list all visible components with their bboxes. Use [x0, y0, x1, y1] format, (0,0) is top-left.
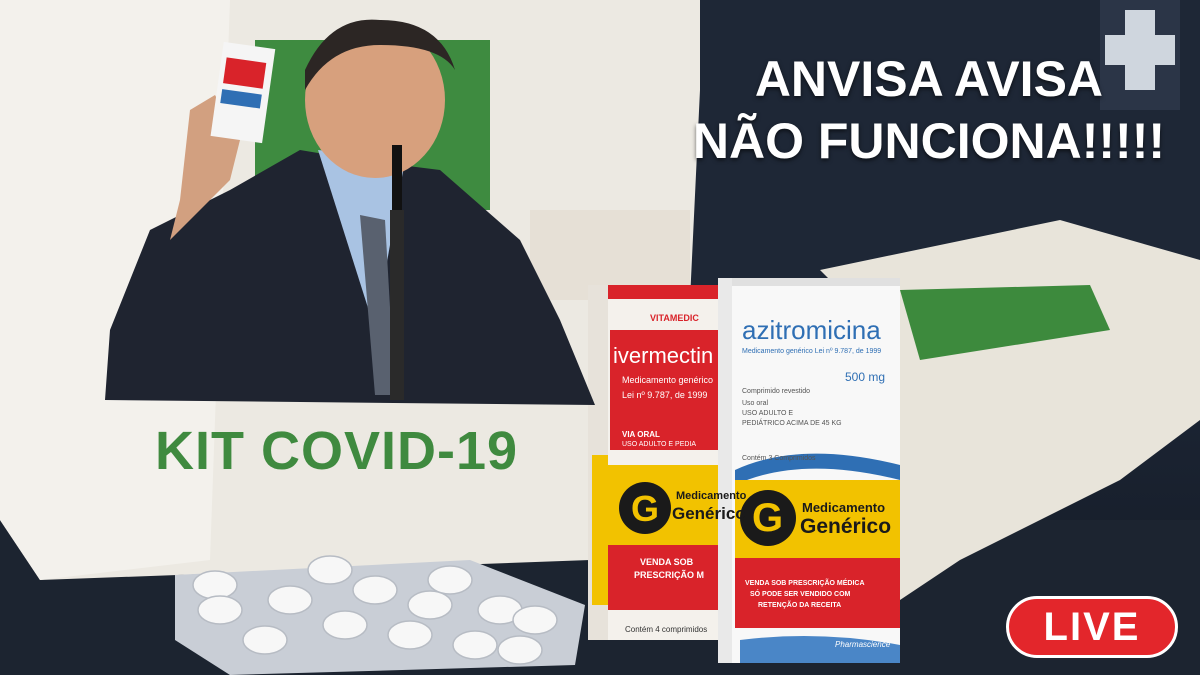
- ivermectina-name: ivermectin: [613, 343, 714, 368]
- headline-line-1: ANVISA AVISA: [754, 51, 1104, 107]
- live-badge: LIVE: [1006, 596, 1178, 658]
- ivermectina-prescription: PRESCRIÇÃO M: [634, 570, 705, 580]
- azitromicina-contents: Contém 3 Comprimidos: [742, 455, 816, 462]
- kit-bag-label: KIT COVID-19: [155, 421, 519, 481]
- azitromicina-generic-word: Medicamento: [802, 500, 886, 515]
- ivermectina-law: Lei nº 9.787, de 1999: [622, 390, 708, 400]
- ivermectina-generic-word: Medicamento: [676, 490, 747, 502]
- ivermectina-usage: USO ADULTO E PEDIA: [622, 441, 697, 448]
- headline: [693, 48, 1165, 172]
- headline-line-2: NÃO FUNCIONA!!!!!: [692, 113, 1165, 169]
- generic-g-logo-icon: G: [752, 496, 784, 540]
- azitromicina-name: azitromicina: [742, 315, 881, 345]
- ivermectina-brand: VITAMEDIC: [650, 313, 699, 323]
- azitromicina-usage1: Uso oral: [742, 400, 769, 407]
- azitromicina-sale1: VENDA SOB PRESCRIÇÃO MÉDICA: [745, 580, 865, 587]
- ivermectina-route: VIA ORAL: [622, 430, 660, 439]
- azitromicina-subtitle: Medicamento genérico Lei nº 9.787, de 1999: [742, 348, 882, 355]
- azitromicina-maker: Pharmascience: [835, 640, 891, 649]
- ivermectina-subtitle: Medicamento genérico: [622, 375, 714, 385]
- azitromicina-sale2: SÓ PODE SER VENDIDO COM: [750, 591, 851, 598]
- azitromicina-usage3: PEDIÁTRICO ACIMA DE 45 KG: [742, 420, 842, 427]
- ivermectina-box: [588, 285, 728, 640]
- generic-g-logo-icon: G: [631, 488, 660, 529]
- azitromicina-form: Comprimido revestido: [742, 388, 811, 395]
- azitromicina-generic-word2: Genérico: [800, 515, 892, 538]
- azitromicina-usage2: USO ADULTO E: [742, 410, 794, 417]
- ivermectina-contents: Contém 4 comprimidos: [625, 625, 708, 634]
- azitromicina-sale3: RETENÇÃO DA RECEITA: [758, 602, 842, 609]
- ivermectina-generic-word2: Genérico: [672, 504, 746, 523]
- azitromicina-dose: 500 mg: [845, 370, 886, 384]
- ivermectina-sale: VENDA SOB: [640, 557, 694, 567]
